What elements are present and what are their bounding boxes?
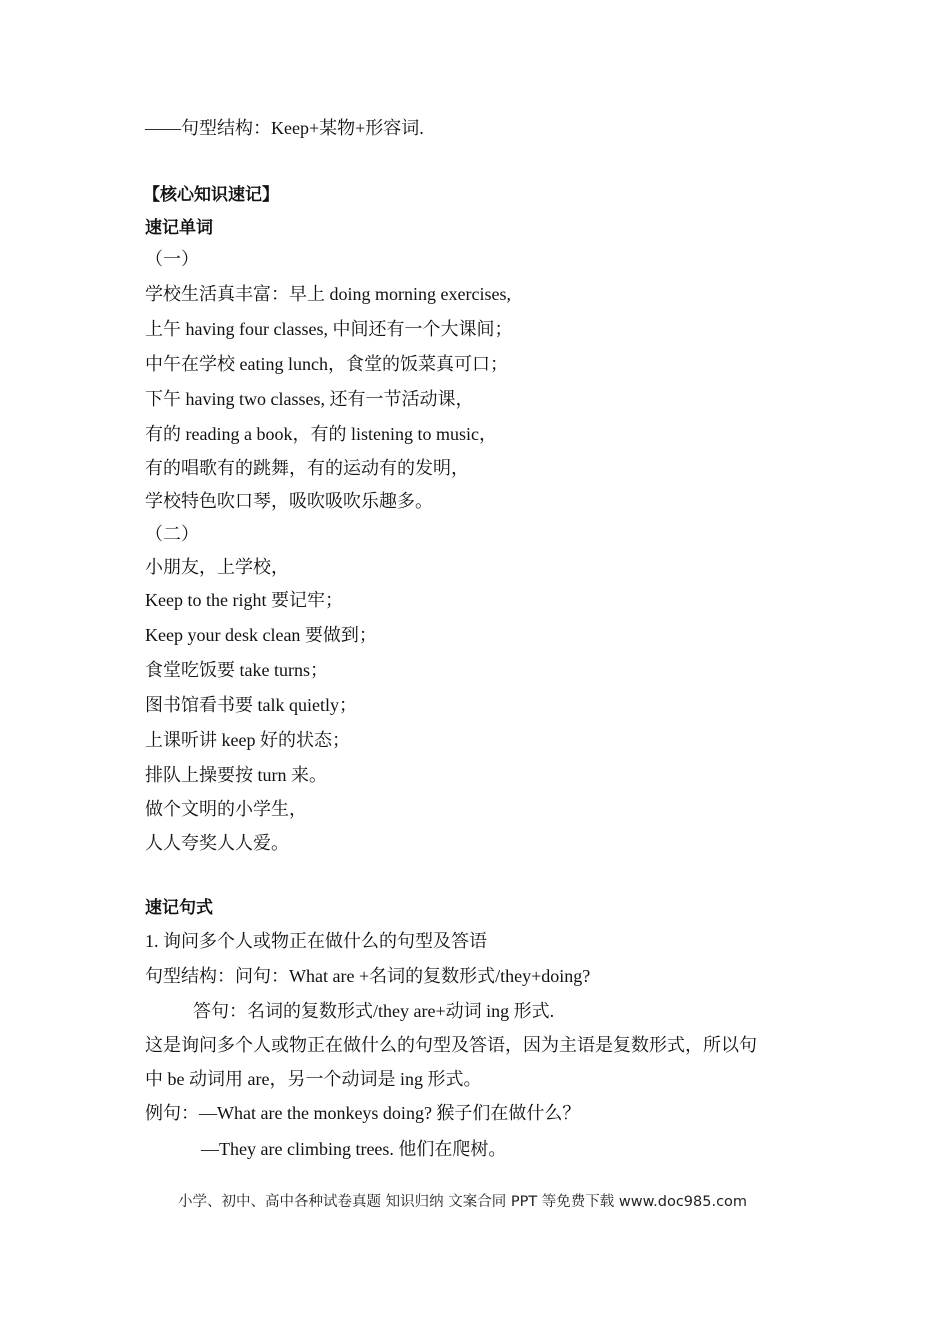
rhyme-line: Keep to the right 要记牢； xyxy=(145,590,343,610)
rhyme-line: 上课听讲 keep 好的状态； xyxy=(145,730,350,750)
rhyme-line: 有的唱歌有的跳舞，有的运动有的发明， xyxy=(145,458,469,478)
rhyme-line: 学校特色吹口琴，吸吹吸吹乐趣多。 xyxy=(145,491,433,511)
intro-line: ——句型结构：Keep+某物+形容词. xyxy=(145,118,424,138)
rhyme-line: 上午 having four classes, 中间还有一个大课间； xyxy=(145,319,513,339)
sentences-title: 速记句式 xyxy=(145,898,213,918)
structure-answer: 答句：名词的复数形式/they are+动词 ing 形式. xyxy=(193,1001,555,1021)
structure-question: 句型结构：问句：What are +名词的复数形式/they+doing? xyxy=(145,966,591,986)
rhyme-line: 小朋友，上学校， xyxy=(145,557,289,577)
part1-label: （一） xyxy=(145,249,199,269)
rhyme-line: 学校生活真丰富：早上 doing morning exercises, xyxy=(145,284,511,304)
words-title: 速记单词 xyxy=(145,218,213,238)
section-title: 【核心知识速记】 xyxy=(143,185,279,205)
rhyme-line: 做个文明的小学生， xyxy=(145,799,307,819)
rhyme-line: 食堂吃饭要 take turns； xyxy=(145,660,328,680)
item-heading: 1. 询问多个人或物正在做什么的句型及答语 xyxy=(145,931,487,951)
rhyme-line: 中午在学校 eating lunch，食堂的饭菜真可口； xyxy=(145,354,508,374)
rhyme-line: 人人夸奖人人爱。 xyxy=(145,833,289,853)
part2-label: （二） xyxy=(145,524,199,544)
rhyme-line: Keep your desk clean 要做到； xyxy=(145,625,377,645)
explanation-line: 中 be 动词用 are，另一个动词是 ing 形式。 xyxy=(145,1069,482,1089)
explanation-line: 这是询问多个人或物正在做什么的句型及答语，因为主语是复数形式，所以句 xyxy=(145,1035,757,1055)
rhyme-line: 排队上操要按 turn 来。 xyxy=(145,765,327,785)
page-footer: 小学、初中、高中各种试卷真题 知识归纳 文案合同 PPT 等免费下载 www.doc985.com xyxy=(178,1194,748,1210)
rhyme-line: 下午 having two classes, 还有一节活动课， xyxy=(145,389,474,409)
example-answer: —They are climbing trees. 他们在爬树。 xyxy=(201,1139,507,1159)
rhyme-line: 有的 reading a book，有的 listening to music， xyxy=(145,424,497,444)
rhyme-line: 图书馆看书要 talk quietly； xyxy=(145,695,357,715)
example-question: 例句：—What are the monkeys doing? 猴子们在做什么？ xyxy=(145,1103,581,1123)
